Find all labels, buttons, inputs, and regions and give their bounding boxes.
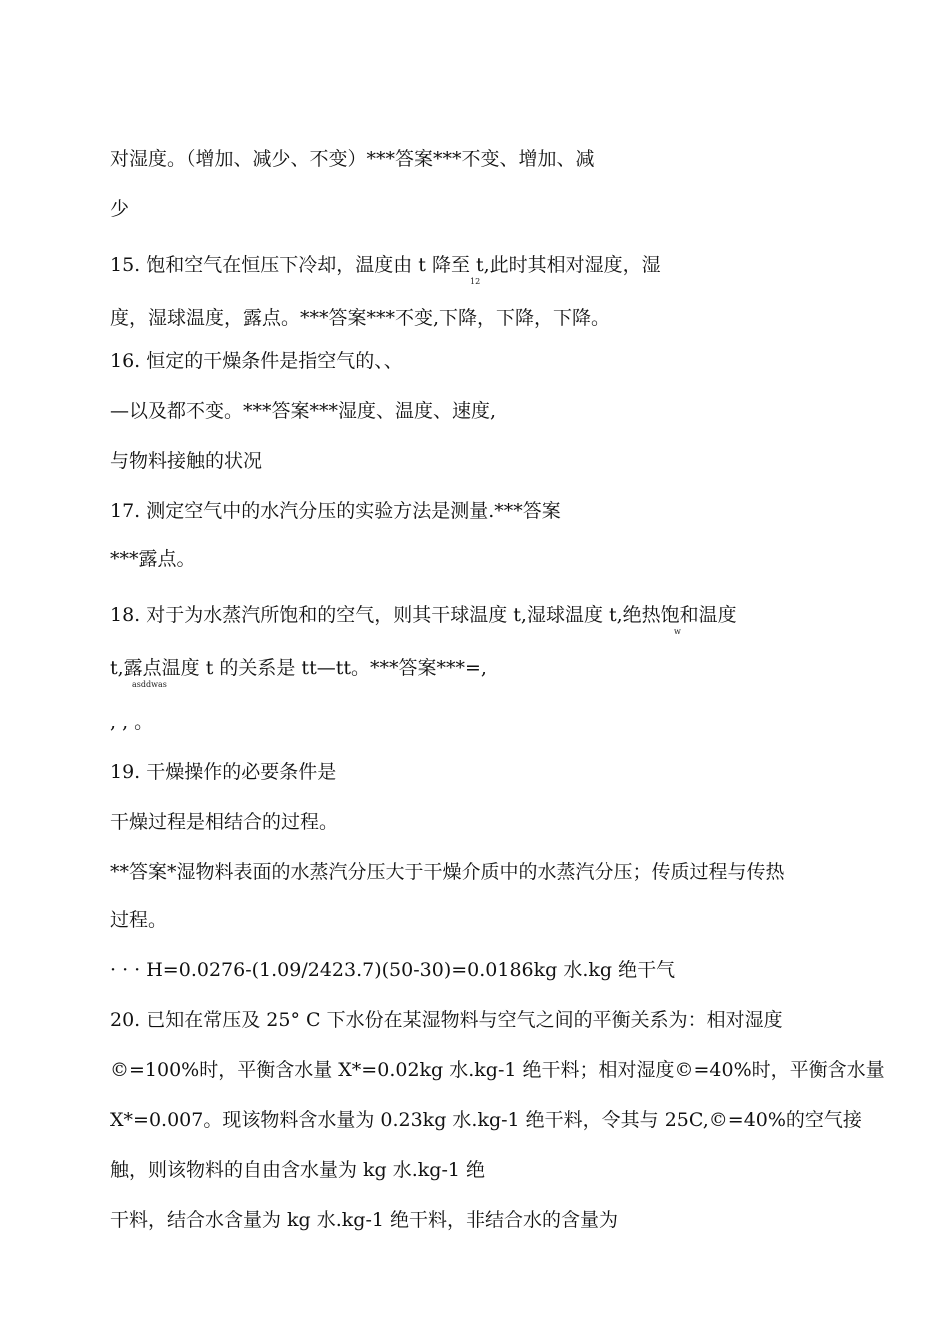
- text-line-1: 对湿度。（增加、减少、不变）***答案***不变、增加、减: [110, 148, 595, 170]
- text-line-16: 过程。: [110, 909, 168, 931]
- text-line-19: ©=100%时，平衡含水量 X*=0.02kg 水.kg-1 绝干料；相对湿度©=40%时，平衡含水量: [110, 1059, 885, 1081]
- subscript-asddwas: asddwas: [132, 680, 167, 689]
- text-line-4: 度，湿球温度，露点。***答案***不变,下降，下降，下降。: [110, 307, 611, 329]
- text-line-5: 16. 恒定的干燥条件是指空气的、、: [110, 350, 403, 372]
- text-line-15: **答案*湿物料表面的水蒸汽分压大于干燥介质中的水蒸汽分压；传质过程与传热: [110, 861, 785, 883]
- text-line-13: 19. 干燥操作的必要条件是: [110, 761, 337, 783]
- text-line-14: 干燥过程是相结合的过程。: [110, 811, 339, 833]
- text-line-17: · · · H=0.0276-(1.09/2423.7)(50-30)=0.0186kg 水.kg 绝干气: [110, 959, 676, 981]
- subscript-w: w: [674, 627, 681, 636]
- text-line-22: 干料，结合水含量为 kg 水.kg-1 绝干料，非结合水的含量为: [110, 1209, 619, 1231]
- subscript-12: 12: [470, 277, 481, 286]
- text-line-7: 与物料接触的状况: [110, 450, 263, 472]
- text-line-6: —以及都不变。***答案***湿度、温度、速度,: [110, 400, 497, 422]
- text-line-3: 15. 饱和空气在恒压下冷却，温度由 t 降至 t,此时其相对湿度，湿: [110, 254, 661, 276]
- text-line-9: ***露点。: [110, 548, 196, 570]
- text-line-20: X*=0.007。现该物料含水量为 0.23kg 水.kg-1 绝干料，令其与 25C,©=40%的空气接: [110, 1109, 862, 1131]
- text-line-12: , , 。: [110, 711, 154, 733]
- text-line-21: 触，则该物料的自由含水量为 kg 水.kg-1 绝: [110, 1159, 486, 1181]
- text-line-8: 17. 测定空气中的水汽分压的实验方法是测量.***答案: [110, 500, 561, 522]
- text-line-2: 少: [110, 198, 130, 220]
- text-line-10: 18. 对于为水蒸汽所饱和的空气，则其干球温度 t,湿球温度 t,绝热饱和温度: [110, 604, 737, 626]
- text-line-11: t,露点温度 t 的关系是 tt—tt。***答案***=,: [110, 657, 487, 679]
- text-line-18: 20. 已知在常压及 25° C 下水份在某湿物料与空气之间的平衡关系为：相对湿度: [110, 1009, 783, 1031]
